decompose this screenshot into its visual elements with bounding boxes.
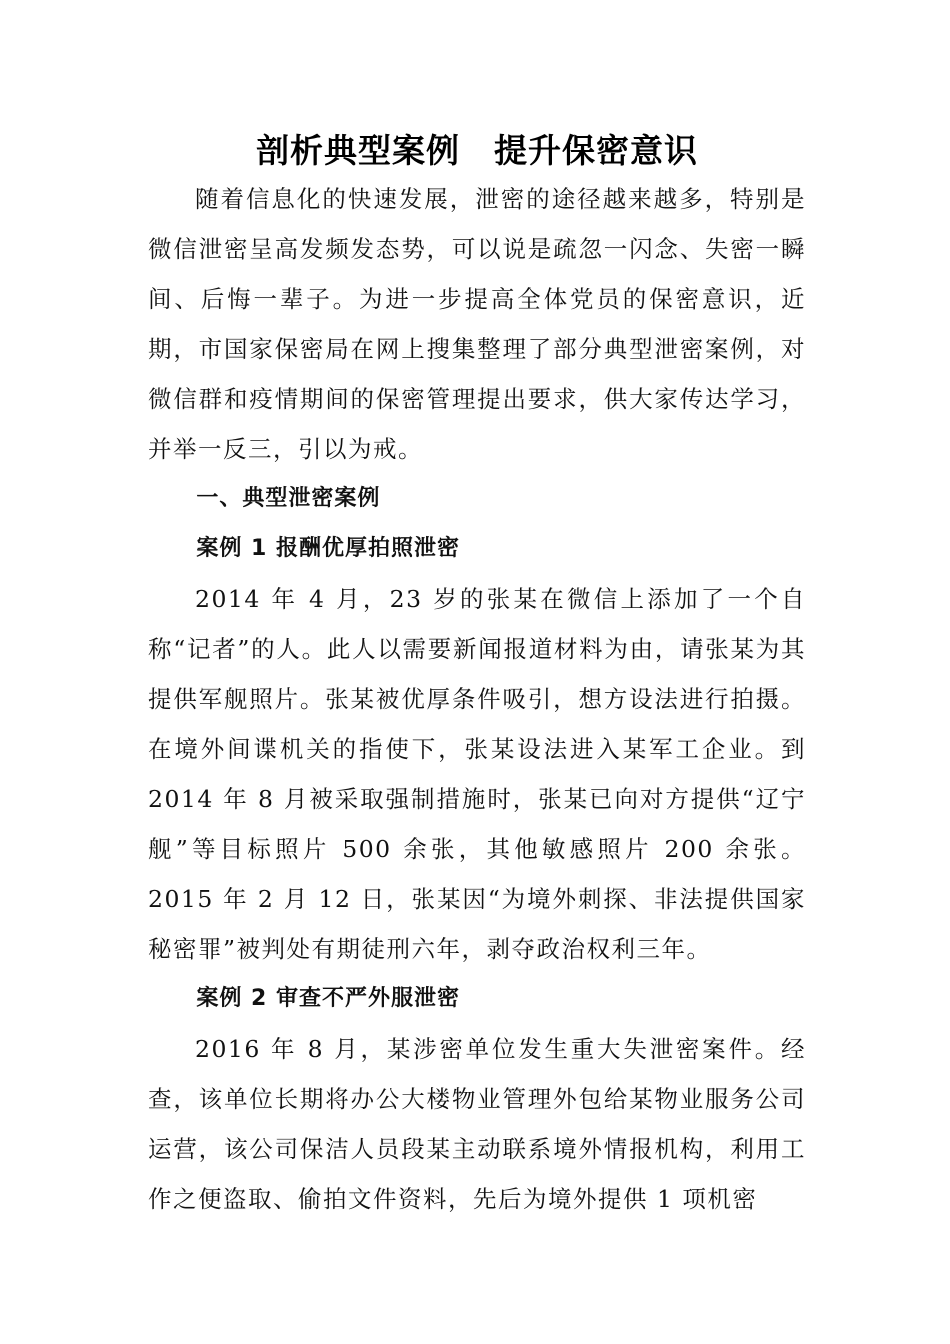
document-page — [148, 128, 806, 1224]
document-title: 剖析典型案例 提升保密意识 — [256, 131, 698, 170]
case2-paragraph: 2016 年 8 月，某涉密单位发生重大失泄密案件。经查，该单位长期将办公大楼物业管理外包给某物业服务公司运营，该公司保洁人员段某主动联系境外情报机构，利用工作之便盗取、偷拍文件资料，先后为境外提供 1 项机密 — [148, 1035, 806, 1213]
case1-heading: 案例 1 报酬优厚拍照泄密 — [196, 536, 461, 561]
case2-heading: 案例 2 审查不严外服泄密 — [196, 986, 461, 1011]
intro-paragraph: 随着信息化的快速发展，泄密的途径越来越多，特别是微信泄密呈高发频发态势，可以说是疏忽一闪念、失密一瞬间、后悔一辈子。为进一步提高全体党员的保密意识，近期，市国家保密局在网上搜集整理了部分典型泄密案例，对微信群和疫情期间的保密管理提出要求，供大家传达学习，并举一反三，引以为戒。 — [148, 185, 806, 463]
section-heading-typical-cases: 一、典型泄密案例 — [196, 486, 381, 511]
case1-paragraph: 2014 年 4 月，23 岁的张某在微信上添加了一个自称“记者”的人。此人以需要新闻报道材料为由，请张某为其提供军舰照片。张某被优厚条件吸引，想方设法进行拍摄。在境外间谍机关的指使下，张某设法进入某军工企业。到 2014 年 8 月被采取强制措施时，张某已向对方提供“辽宁舰”等目标照片 500 余张，其他敏感照片 200 余张。2015 年 2 月 12 日，张某因“为境外刺探、非法提供国家秘密罪”被判处有期徒刑六年，剥夺政治权利三年。 — [148, 585, 806, 963]
